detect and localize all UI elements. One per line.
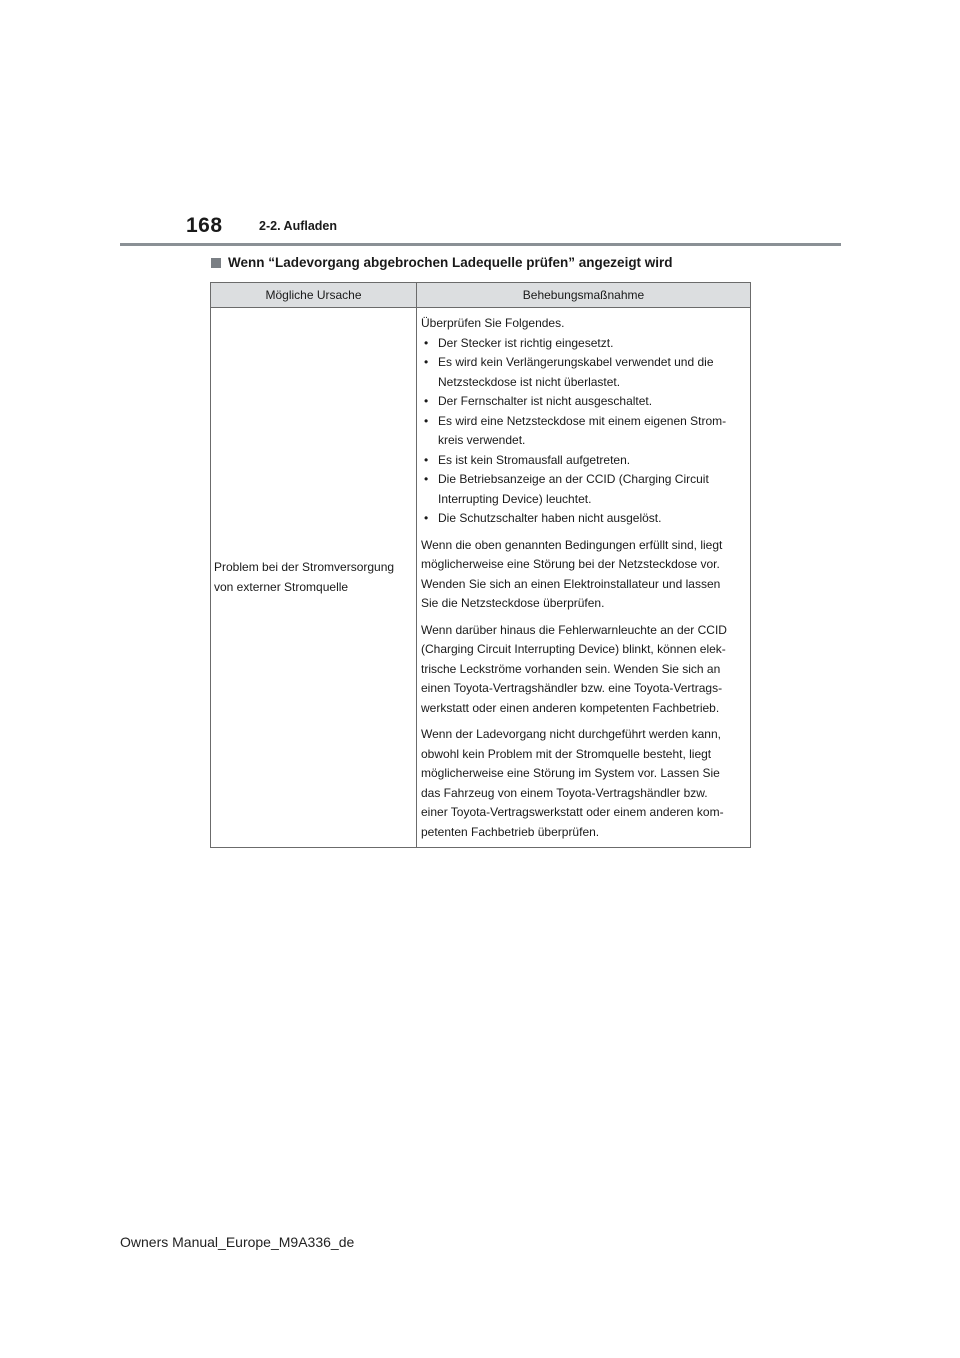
section-heading xyxy=(211,255,673,270)
paragraph-line: trische Leckströme vorhanden sein. Wenden Sie sich an xyxy=(421,661,721,676)
list-item-line: Netzsteckdose ist nicht überlastet. xyxy=(438,374,621,389)
list-item xyxy=(421,451,746,471)
list-item xyxy=(421,412,746,451)
paragraph-line: einen Toyota-Vertragshändler bzw. eine Toyota-Vertrags- xyxy=(421,681,723,695)
list-item-line: • Die Schutzschalter haben nicht ausgelöst. xyxy=(438,511,662,525)
list-item xyxy=(421,509,746,529)
remedy-paragraph xyxy=(421,536,746,614)
list-item xyxy=(421,392,746,412)
list-item-line: • Der Fernschalter ist nicht ausgeschaltet. xyxy=(438,394,653,408)
page-number: 168 xyxy=(186,214,223,237)
paragraph-line: werkstatt oder einen anderen kompetenten Fachbetrieb. xyxy=(421,700,720,715)
remedy-paragraph xyxy=(421,621,746,719)
cause-line: Problem bei der Stromversorgung xyxy=(214,560,395,574)
paragraph-line: möglicherweise eine Störung im System vor. Lassen Sie xyxy=(421,766,720,780)
list-item xyxy=(421,334,746,354)
paragraph-line: möglicherweise eine Störung bei der Netzsteckdose vor. xyxy=(421,557,720,571)
paragraph-line: einer Toyota-Vertragswerkstatt oder einem anderen kom- xyxy=(421,805,724,819)
list-item xyxy=(421,353,746,392)
list-item-line: • Es wird kein Verlängerungskabel verwendet und die xyxy=(438,355,714,369)
paragraph-line: (Charging Circuit Interrupting Device) blinkt, können elek- xyxy=(421,642,726,656)
column-header-cause: Mögliche Ursache xyxy=(211,283,417,308)
list-item xyxy=(421,470,746,509)
column-header-remedy: Behebungsmaßnahme xyxy=(417,283,751,308)
list-item-line: • Es ist kein Stromausfall aufgetreten. xyxy=(438,452,631,467)
paragraph-line: Wenden Sie sich an einen Elektroinstallateur und lassen xyxy=(421,576,721,591)
paragraph-line: Wenn der Ladevorgang nicht durchgeführt werden kann, xyxy=(421,727,721,741)
remedy-intro: Überprüfen Sie Folgendes. xyxy=(421,316,565,330)
heading-text: Wenn “Ladevorgang abgebrochen Ladequelle prüfen” angezeigt wird xyxy=(228,255,673,270)
cause-cell xyxy=(211,308,417,848)
remedy-paragraph xyxy=(421,725,746,842)
header-divider xyxy=(120,243,841,246)
document-footer: Owners Manual_Europe_M9A336_de xyxy=(120,1234,355,1250)
remedy-cell xyxy=(417,308,751,848)
paragraph-line: Wenn die oben genannten Bedingungen erfüllt sind, liegt xyxy=(421,537,723,552)
paragraph-line: Wenn darüber hinaus die Fehlerwarnleuchte an der CCID xyxy=(421,622,727,637)
list-item-line: kreis verwendet. xyxy=(438,433,526,447)
cause-line: von externer Stromquelle xyxy=(214,579,349,594)
check-list xyxy=(421,334,746,529)
cause-remedy-table xyxy=(210,282,751,848)
list-item-line: • Die Betriebsanzeige an der CCID (Charging Circuit xyxy=(438,472,709,486)
section-title: 2-2. Aufladen xyxy=(259,219,338,233)
table-header-row xyxy=(211,283,751,308)
list-item-line: Interrupting Device) leuchtet. xyxy=(438,491,592,506)
paragraph-line: obwohl kein Problem mit der Stromquelle besteht, liegt xyxy=(421,746,712,761)
list-item-line: • Der Stecker ist richtig eingesetzt. xyxy=(438,335,614,350)
paragraph-line: Sie die Netzsteckdose überprüfen. xyxy=(421,596,605,610)
table-row xyxy=(211,308,751,848)
paragraph-line: petenten Fachbetrieb überprüfen. xyxy=(421,824,600,839)
paragraph-line: das Fahrzeug von einem Toyota-Vertragshändler bzw. xyxy=(421,785,708,800)
square-bullet-icon xyxy=(211,258,221,268)
list-item-line: • Es wird eine Netzsteckdose mit einem eigenen Strom- xyxy=(438,413,727,428)
